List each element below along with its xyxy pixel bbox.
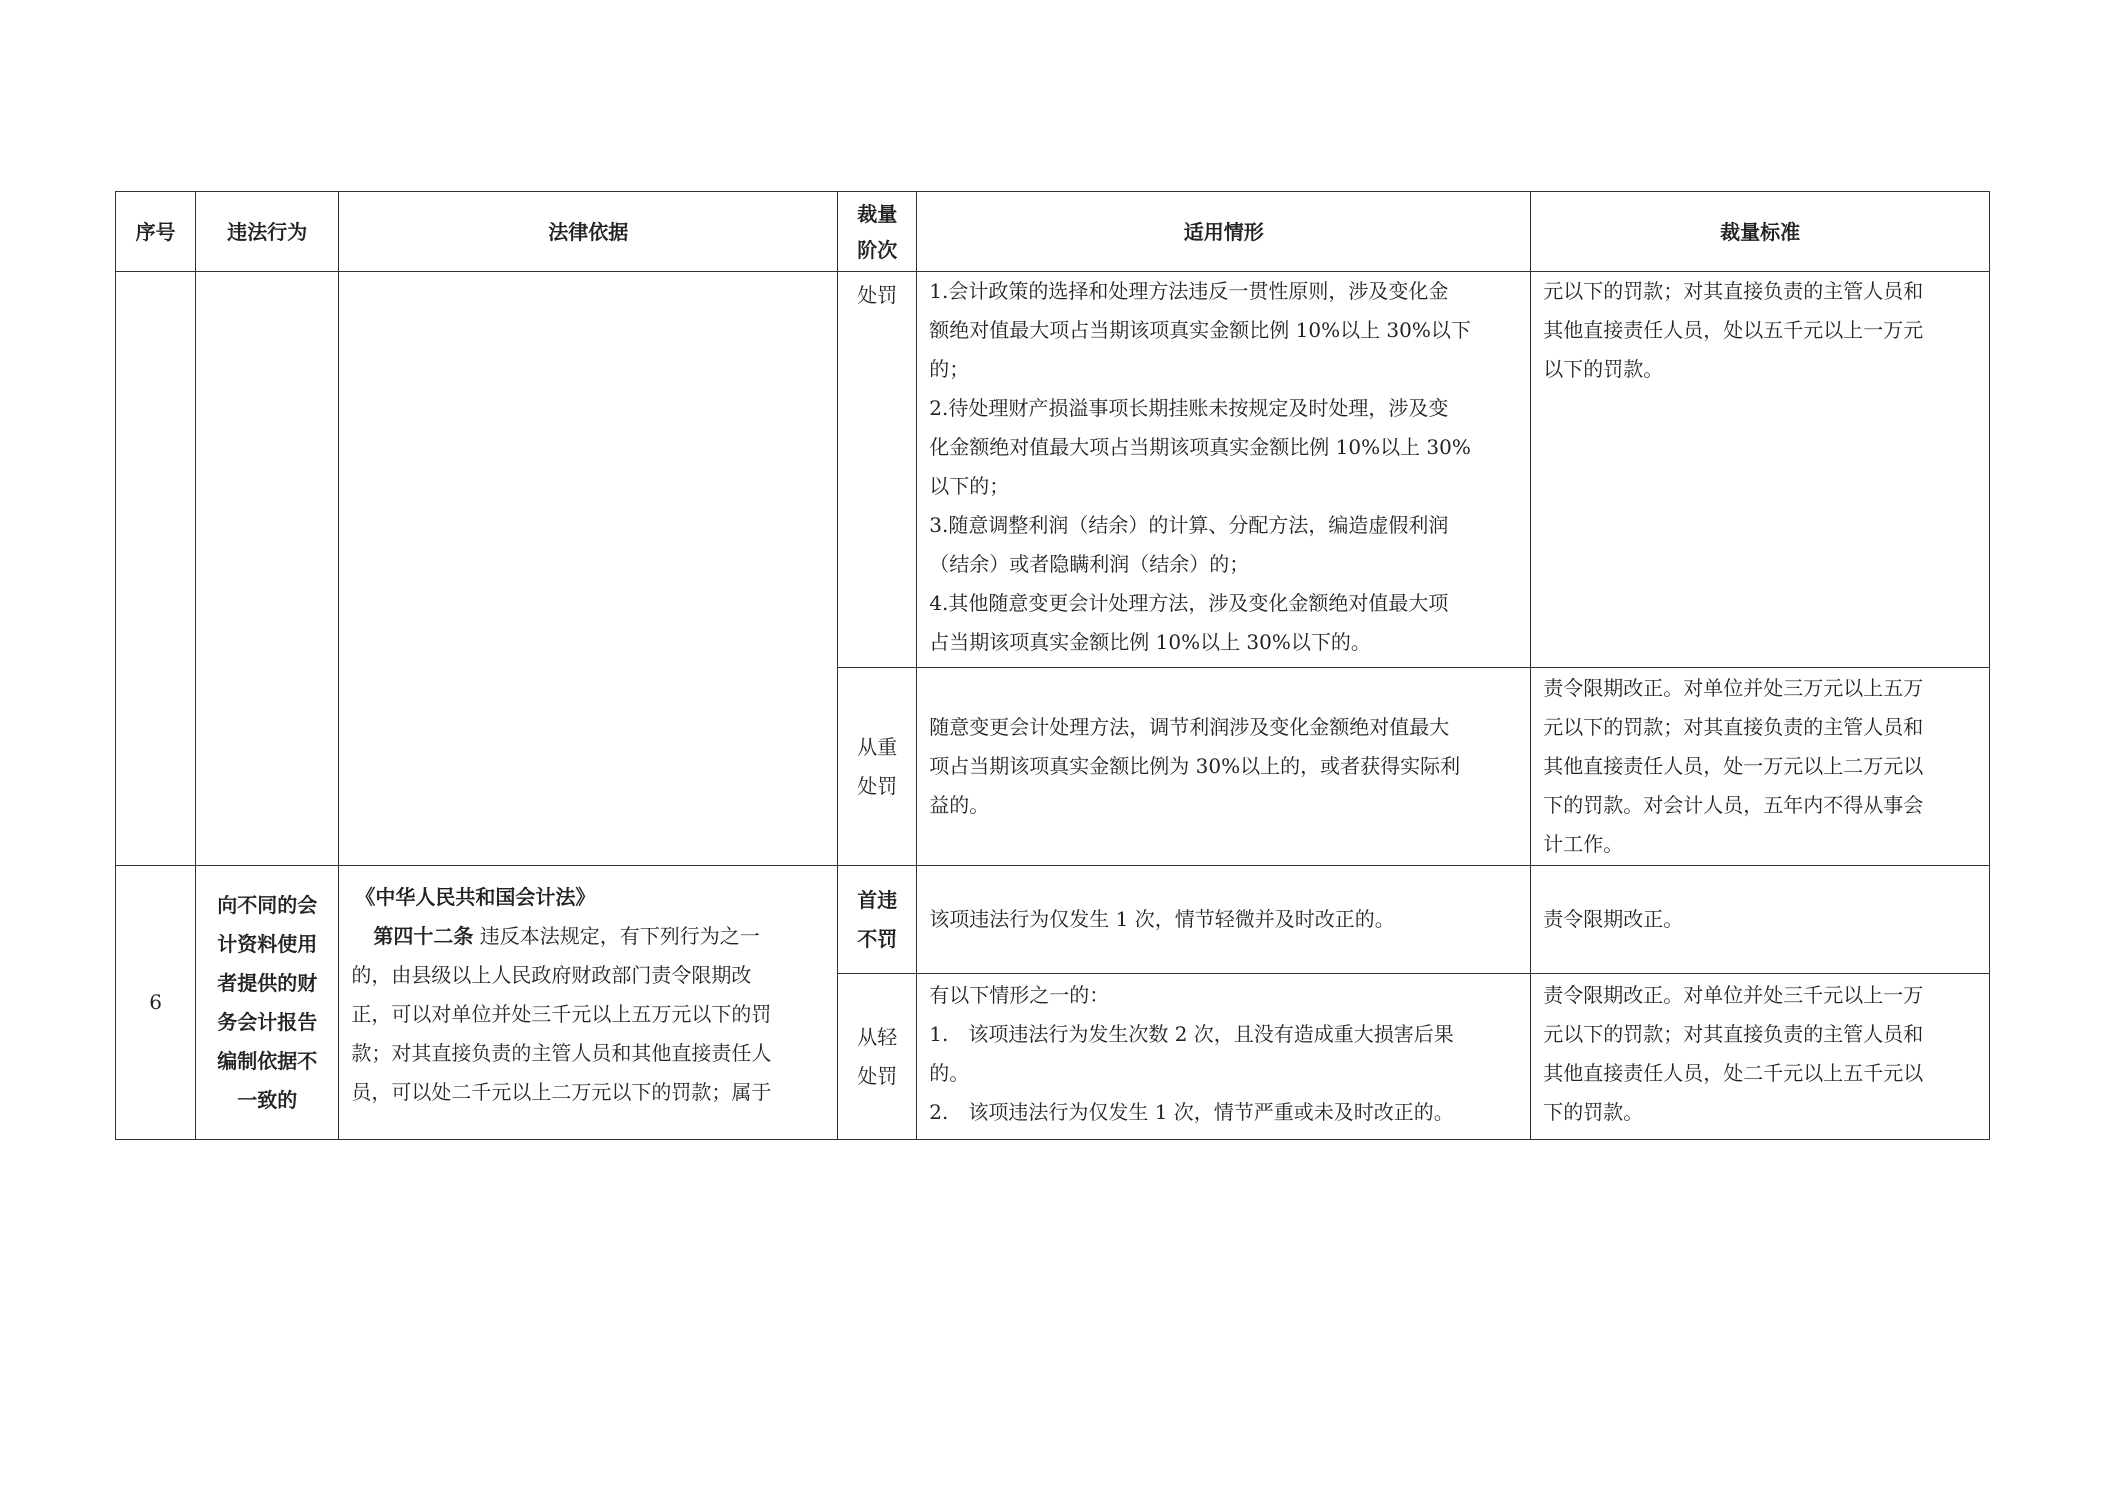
standard-line: 下的罚款。 (1543, 1100, 1644, 1124)
header-level-line: 裁量 (857, 201, 898, 226)
level-line: 不罚 (857, 926, 898, 951)
situation-line: 占当期该项真实金额比例 10%以上 30%以下的。 (929, 630, 1371, 654)
standard-line: 责令限期改正。对单位并处三万元以上五万 (1543, 676, 1924, 700)
situation-cell (917, 668, 1531, 866)
level-cell (838, 866, 917, 974)
behavior-line: 编制依据不 (217, 1048, 318, 1073)
situation-line: 的； (929, 357, 970, 381)
situation-line: 化金额绝对值最大项占当期该项真实金额比例 10%以上 30% (929, 435, 1471, 459)
header-standard: 裁量标准 (1531, 192, 1990, 272)
law-line: 的，由县级以上人民政府财政部门责令限期改 (351, 963, 752, 987)
level-line: 处罚 (857, 1063, 898, 1088)
standard-line: 下的罚款。对会计人员，五年内不得从事会 (1543, 793, 1924, 817)
situation-line: 2.待处理财产损溢事项长期挂账未按规定及时处理，涉及变 (929, 396, 1449, 420)
legal-basis (339, 866, 838, 1140)
law-line: 款；对其直接负责的主管人员和其他直接责任人 (351, 1041, 772, 1065)
law-article: 第四十二条 (373, 924, 474, 948)
situation-line: 4.其他随意变更会计处理方法，涉及变化金额绝对值最大项 (929, 591, 1449, 615)
situation-line: （结余）或者隐瞒利润（结余）的； (929, 552, 1250, 576)
level-cell: 处罚 (838, 272, 917, 668)
situation-line: 有以下情形之一的： (929, 983, 1110, 1007)
number-cell-empty (116, 272, 196, 866)
situation-line: 的。 (929, 1061, 970, 1085)
situation-line: 额绝对值最大项占当期该项真实金额比例 10%以上 30%以下 (929, 318, 1471, 342)
penalty-discretion-table (115, 191, 1990, 1140)
situation-cell (917, 272, 1531, 668)
table-row (116, 272, 1990, 668)
standard-line: 其他直接责任人员，处二千元以上五千元以 (1543, 1061, 1924, 1085)
standard-line: 元以下的罚款；对其直接负责的主管人员和 (1543, 715, 1924, 739)
standard-line: 计工作。 (1543, 832, 1624, 856)
situation-cell: 该项违法行为仅发生 1 次，情节轻微并及时改正的。 (917, 866, 1531, 974)
standard-cell (1531, 974, 1990, 1140)
header-row (116, 192, 1990, 272)
situation-line: 项占当期该项真实金额比例为 30%以上的，或者获得实际利 (929, 754, 1461, 778)
situation-line: 3.随意调整利润（结余）的计算、分配方法，编造虚假利润 (929, 513, 1449, 537)
standard-line: 责令限期改正。对单位并处三千元以上一万 (1543, 983, 1924, 1007)
level-line: 处罚 (857, 773, 898, 798)
level-cell (838, 668, 917, 866)
situation-line: 1.会计政策的选择和处理方法违反一贯性原则，涉及变化金 (929, 279, 1449, 303)
level-line: 从轻 (857, 1024, 898, 1049)
header-behavior: 违法行为 (196, 192, 339, 272)
behavior-line: 计资料使用 (217, 931, 318, 956)
behavior-line: 务会计报告 (217, 1009, 318, 1034)
situation-line: 以下的； (929, 474, 1010, 498)
situation-line: 1. 该项违法行为发生次数 2 次，且没有造成重大损害后果 (929, 1022, 1454, 1046)
standard-line: 其他直接责任人员，处一万元以上二万元以 (1543, 754, 1924, 778)
legal-basis-cell-empty (339, 272, 838, 866)
situation-line: 2. 该项违法行为仅发生 1 次，情节严重或未及时改正的。 (929, 1100, 1454, 1124)
standard-line: 元以下的罚款；对其直接负责的主管人员和 (1543, 1022, 1924, 1046)
row-number: 6 (116, 866, 196, 1140)
standard-cell (1531, 668, 1990, 866)
violation-behavior (196, 866, 339, 1140)
behavior-line: 者提供的财 (217, 970, 318, 995)
behavior-cell-empty (196, 272, 339, 866)
level-cell (838, 974, 917, 1140)
standard-line: 其他直接责任人员，处以五千元以上一万元 (1543, 318, 1924, 342)
level-line: 首违 (857, 887, 898, 912)
behavior-line: 向不同的会 (217, 892, 318, 917)
situation-line: 益的。 (929, 793, 990, 817)
behavior-line: 一致的 (237, 1087, 298, 1112)
standard-line: 元以下的罚款；对其直接负责的主管人员和 (1543, 279, 1924, 303)
law-title: 《中华人民共和国会计法》 (355, 885, 596, 909)
table-row (116, 866, 1990, 974)
standard-cell (1531, 272, 1990, 668)
law-text: 违反本法规定，有下列行为之一 (473, 924, 760, 948)
law-line: 员，可以处二千元以上二万元以下的罚款；属于 (351, 1080, 772, 1104)
header-situation: 适用情形 (917, 192, 1531, 272)
standard-cell: 责令限期改正。 (1531, 866, 1990, 974)
header-level (838, 192, 917, 272)
header-level-line: 阶次 (857, 237, 898, 262)
level-line: 从重 (857, 734, 898, 759)
law-line: 正，可以对单位并处三千元以上五万元以下的罚 (351, 1002, 772, 1026)
header-number: 序号 (116, 192, 196, 272)
header-legal-basis: 法律依据 (339, 192, 838, 272)
law-line (351, 917, 825, 956)
situation-cell (917, 974, 1531, 1140)
standard-line: 以下的罚款。 (1543, 357, 1664, 381)
situation-line: 随意变更会计处理方法，调节利润涉及变化金额绝对值最大 (929, 715, 1450, 739)
